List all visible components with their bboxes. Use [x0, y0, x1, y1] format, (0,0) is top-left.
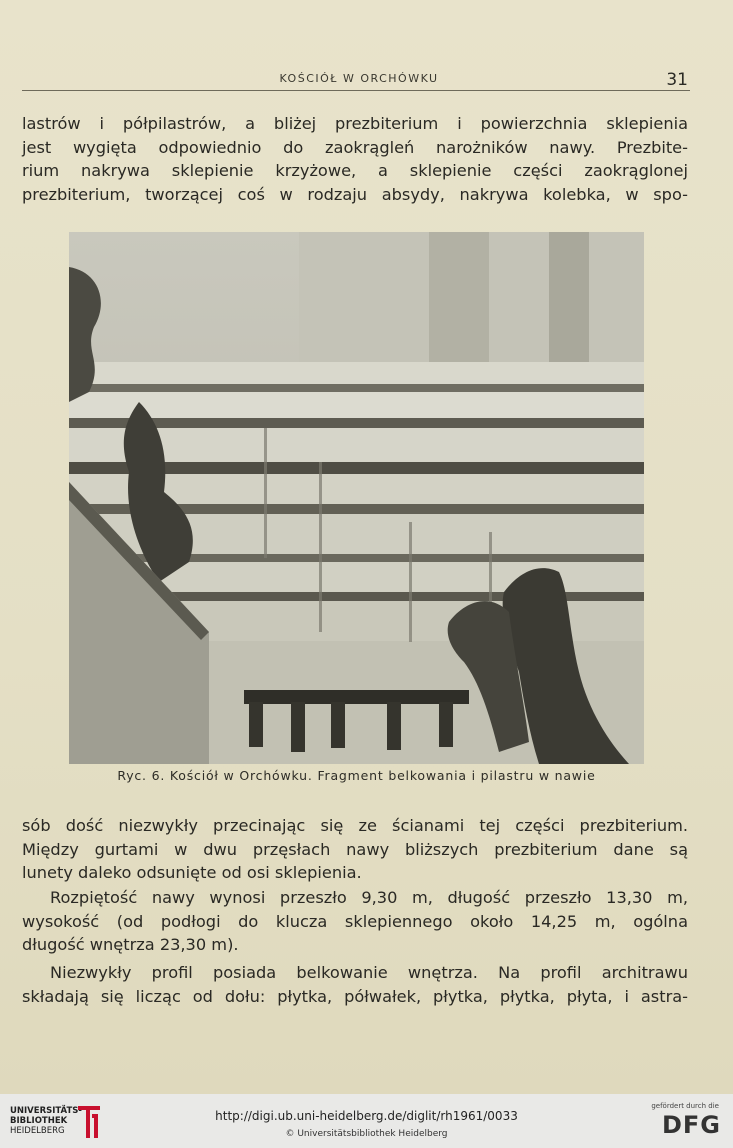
photo-illustration [69, 232, 644, 764]
text-line: składają się licząc od dołu: płytka, półwałek, płytka, płytka, płyta, i astra- [22, 986, 688, 1006]
copyright-notice: © Universitätsbibliothek Heidelberg [285, 1129, 448, 1139]
running-header [30, 70, 688, 90]
text-line: prezbiterium, tworzącej coś w rodzaju absydy, nakrywa kolebka, w spo- [22, 184, 688, 204]
library-name-line2: BIBLIOTHEK [10, 1116, 68, 1126]
text-line: lunety daleko odsunięte od osi sklepienia. [22, 863, 362, 882]
funding-note: gefördert durch die [651, 1102, 719, 1110]
library-name-line1: UNIVERSITÄTS- [10, 1106, 82, 1116]
text-line: wysokość (od podłogi do klucza sklepiennego około 14,25 m, ogólna [22, 911, 688, 931]
paragraph-2 [22, 886, 688, 957]
paragraph-1 [22, 814, 688, 885]
library-name-line3: HEIDELBERG [10, 1126, 65, 1136]
text-line: sób dość niezwykły przecinając się ze ścianami tej części prezbiterium. [22, 816, 688, 835]
text-line: rium nakrywa sklepienie krzyżowe, a sklepienie części zaokrąglonej [22, 161, 688, 180]
page-number: 31 [666, 70, 688, 90]
text-line: Rozpiętość nawy wynosi przeszło 9,30 m, długość przeszło 13,30 m, [50, 888, 688, 907]
paragraph-top [22, 112, 688, 206]
dfg-logo[interactable]: DFG [661, 1111, 721, 1139]
text-line: Niezwykły profil posiada belkowanie wnętrza. Na profil architrawu [50, 963, 688, 982]
footer-bar [0, 1094, 733, 1148]
figure-photo [69, 232, 644, 764]
paragraph-3 [22, 961, 688, 1008]
text-line: jest wygięta odpowiednio do zaokrągleń narożników nawy. Prezbite- [22, 137, 688, 157]
text-line: długość wnętrza 23,30 m). [22, 935, 239, 954]
text-line: lastrów i półpilastrów, a bliżej prezbiterium i powierzchnia sklepienia [22, 114, 688, 133]
running-title: KOŚCIÓŁ W ORCHÓWKU [279, 72, 439, 85]
header-rule [22, 90, 690, 91]
text-line: Między gurtami w dwu przęsłach nawy bliższych prezbiterium dane są [22, 839, 688, 859]
figure-caption: Ryc. 6. Kościół w Orchówku. Fragment belkowania i pilastru w nawie [117, 768, 596, 783]
permalink-url[interactable]: http://digi.ub.uni-heidelberg.de/diglit/rh1961/0033 [215, 1109, 518, 1123]
